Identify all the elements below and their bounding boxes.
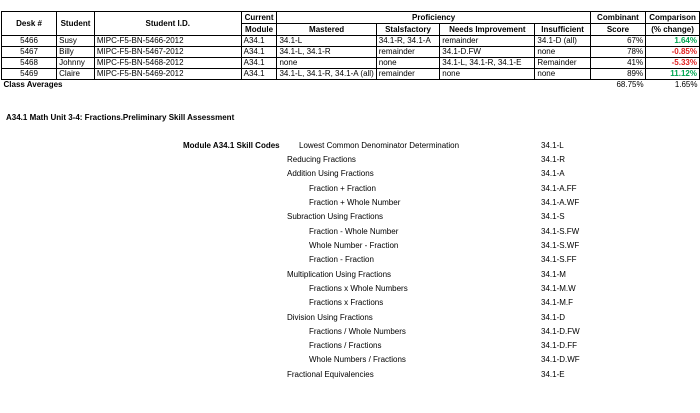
change-cell: -5.33% <box>646 58 700 69</box>
mastered-cell: 34.1-L <box>277 36 376 47</box>
change-subheader: (% change) <box>646 24 700 36</box>
student-id-cell: MIPC-F5-BN-5466-2012 <box>94 36 241 47</box>
student-cell: Johnny <box>57 58 95 69</box>
skill-name: Multiplication Using Fractions <box>287 270 392 279</box>
skill-code: 34.1-S.FW <box>541 227 580 236</box>
skill-code: 34.1-S.FF <box>541 255 577 264</box>
needs-improvement-cell: remainder <box>440 36 535 47</box>
satisfactory-cell: 34.1-R, 34.1-A <box>376 36 440 47</box>
needs-improvement-cell: 34.1-D.FW <box>440 47 535 58</box>
desk-cell: 5467 <box>2 47 57 58</box>
mastered-cell: 34.1-L, 34.1-R <box>277 47 376 58</box>
skill-code: 34.1-M <box>541 270 566 279</box>
current-module-header: Current <box>241 12 277 24</box>
module-cell: A34.1 <box>241 36 277 47</box>
averages-spacer <box>241 80 590 91</box>
skill-name: Fractions / Whole Numbers <box>309 327 406 336</box>
mastered-cell: none <box>277 58 376 69</box>
skill-name: Fraction + Whole Number <box>309 198 401 207</box>
combinant-header: Combinant <box>590 12 645 24</box>
skill-name: Fractions / Fractions <box>309 341 382 350</box>
skill-name: Fraction - Fraction <box>309 255 374 264</box>
skill-name: Fractions x Whole Numbers <box>309 284 408 293</box>
student-id-header: Student I.D. <box>94 12 241 36</box>
table-row <box>2 58 700 69</box>
needs-improvement-header: Needs Improvement <box>440 24 535 36</box>
mastered-cell: 34.1-L, 34.1-R, 34.1-A (all) <box>277 69 376 80</box>
table-row <box>2 69 700 80</box>
skill-code: 34.1-S.WF <box>541 241 580 250</box>
skill-code: 34.1-A <box>541 169 565 178</box>
skill-name: Lowest Common Denominator Determination <box>299 141 460 150</box>
module-cell: A34.1 <box>241 47 277 58</box>
skill-code: 34.1-M.F <box>541 298 574 307</box>
satisfactory-cell: remainder <box>376 47 440 58</box>
skill-name: Whole Numbers / Fractions <box>309 355 406 364</box>
student-id-cell: MIPC-F5-BN-5467-2012 <box>94 47 241 58</box>
skill-name: Whole Number - Fraction <box>309 241 399 250</box>
score-cell: 78% <box>590 47 645 58</box>
average-score: 68.75% <box>616 80 644 89</box>
skill-code: 34.1-S <box>541 212 565 221</box>
assessment-table <box>1 11 700 90</box>
skill-code: 34.1-R <box>541 155 566 164</box>
table-row <box>2 36 700 47</box>
module-subheader: Module <box>241 24 277 36</box>
insufficient-cell: none <box>535 69 590 80</box>
change-cell: -0.85% <box>646 47 700 58</box>
module-cell: A34.1 <box>241 58 277 69</box>
table-row <box>2 47 700 58</box>
skill-name: Subraction Using Fractions <box>287 212 384 221</box>
satisfactory-cell: remainder <box>376 69 440 80</box>
skill-name: Fraction + Fraction <box>309 184 376 193</box>
class-averages-label: Class Averages <box>3 80 63 89</box>
skill-code: 34.1-A.WF <box>541 198 580 207</box>
skill-code: 34.1-L <box>541 141 564 150</box>
insufficient-cell: none <box>535 47 590 58</box>
score-subheader: Score <box>590 24 645 36</box>
skill-code: 34.1-D <box>541 313 566 322</box>
module-cell: A34.1 <box>241 69 277 80</box>
skill-name: Addition Using Fractions <box>287 169 374 178</box>
desk-cell: 5469 <box>2 69 57 80</box>
skill-code: 34.1-M.W <box>541 284 576 293</box>
skill-name: Fraction - Whole Number <box>309 227 399 236</box>
student-id-cell: MIPC-F5-BN-5468-2012 <box>94 58 241 69</box>
skill-name: Fractional Equivalencies <box>287 370 374 379</box>
needs-improvement-cell: none <box>440 69 535 80</box>
header-row <box>2 12 700 24</box>
satisfactory-cell: none <box>376 58 440 69</box>
mastered-header: Mastered <box>277 24 376 36</box>
score-cell: 41% <box>590 58 645 69</box>
class-averages-row <box>2 80 700 91</box>
skill-name: Fractions x Fractions <box>309 298 384 307</box>
skill-code: 34.1-D.FF <box>541 341 578 350</box>
desk-cell: 5468 <box>2 58 57 69</box>
average-change: 1.65% <box>674 80 698 89</box>
student-header: Student <box>57 12 95 36</box>
satisfactory-header: Stalsfactory <box>376 24 440 36</box>
skill-code: 34.1-E <box>541 370 565 379</box>
unit-title: A34.1 Math Unit 3-4: Fractions.Preliminary Skill Assessment <box>6 113 235 122</box>
insufficient-cell: 34.1-D (all) <box>535 36 590 47</box>
skill-name: Reducing Fractions <box>287 155 356 164</box>
student-cell: Billy <box>57 47 95 58</box>
student-cell: Susy <box>57 36 95 47</box>
score-cell: 67% <box>590 36 645 47</box>
skills-heading: Module A34.1 Skill Codes <box>183 141 280 150</box>
skill-name: Division Using Fractions <box>287 313 373 322</box>
skill-code: 34.1-A.FF <box>541 184 577 193</box>
student-cell: Claire <box>57 69 95 80</box>
score-cell: 89% <box>590 69 645 80</box>
insufficient-header: Insufficient <box>535 24 590 36</box>
change-cell: 1.64% <box>646 36 700 47</box>
change-cell: 11.12% <box>646 69 700 80</box>
insufficient-cell: Remainder <box>535 58 590 69</box>
desk-header: Desk # <box>2 12 57 36</box>
skill-code: 34.1-D.FW <box>541 327 580 336</box>
desk-cell: 5466 <box>2 36 57 47</box>
student-id-cell: MIPC-F5-BN-5469-2012 <box>94 69 241 80</box>
comparison-header: Comparison <box>646 12 700 24</box>
proficiency-header: Proficiency <box>277 12 590 24</box>
skill-code: 34.1-D.WF <box>541 355 580 364</box>
needs-improvement-cell: 34.1-L, 34.1-R, 34.1-E <box>440 58 535 69</box>
